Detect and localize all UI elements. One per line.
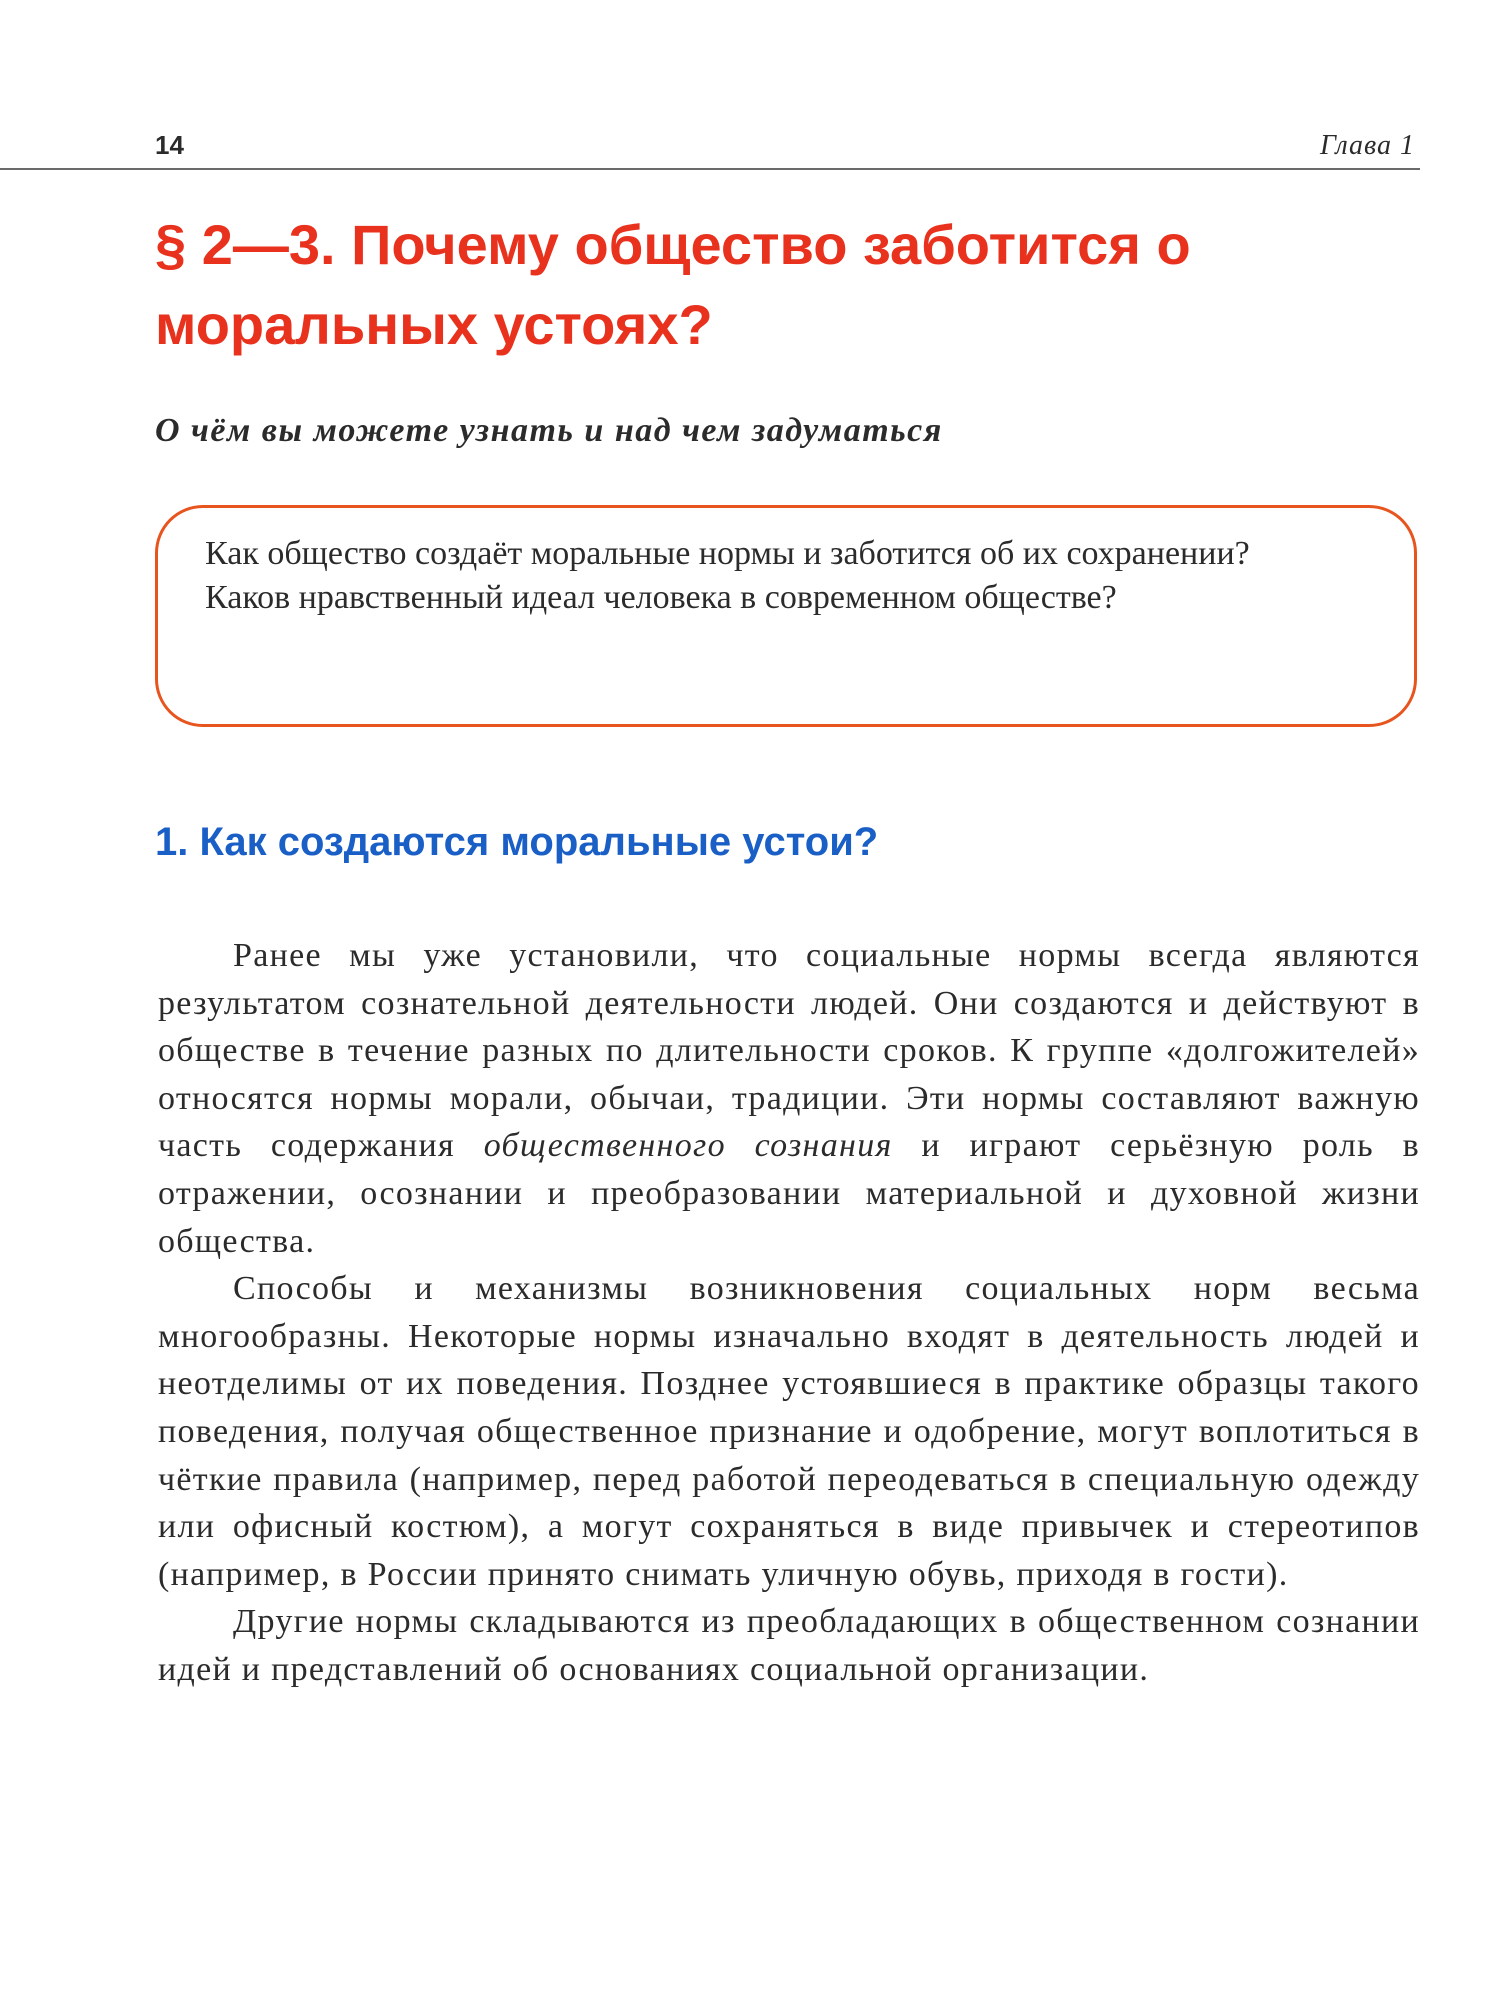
- question-item: Каков нравственный идеал человека в современном обществе?: [205, 579, 1117, 616]
- body-paragraph: [158, 932, 1420, 1265]
- emphasized-term: общественного сознания: [483, 1127, 893, 1165]
- paragraph-title: § 2—3. Почему общество заботится о моральных устоях?: [155, 213, 1191, 356]
- body-text-run: Ранее мы уже установили, что социальные нормы всегда являются результатом сознательной деятельности людей. Они создаются и действуют в обществе в течение разных по длительности сроков. К группе «долгожителей» относятся нормы морали, обычаи, традиции. Эти нормы составляют важную часть содержания: [158, 937, 1420, 1165]
- body-paragraph: Другие нормы складываются из преобладающих в общественном сознании идей и представлений об основаниях социальной организации.: [158, 1603, 1420, 1688]
- section-heading: 1. Как создаются моральные устои?: [155, 820, 879, 864]
- running-head: [155, 130, 1415, 170]
- section-body: [158, 932, 1420, 1694]
- questions-box: [155, 505, 1417, 727]
- questions-text: [205, 532, 1373, 620]
- intro-heading: О чём вы можете узнать и над чем задуматься: [155, 412, 943, 449]
- body-paragraph: Способы и механизмы возникновения социальных норм весьма многообразны. Некоторые нормы изначально входят в деятельность людей и неотделимы от их поведения. Позднее устоявшиеся в практике образцы такого поведения, получая общественное признание и одобрение, могут воплотиться в чёткие правила (например, перед работой переодеваться в специальную одежду или офисный костюм), а могут сохраняться в виде привычек и стереотипов (например, в России принято снимать уличную обувь, приходя в гости).: [158, 1270, 1420, 1593]
- question-item: Как общество создаёт моральные нормы и заботится об их сохранении?: [205, 535, 1250, 572]
- chapter-label: Глава 1: [1320, 130, 1415, 161]
- header-rule: [0, 168, 1420, 170]
- body-text-run: и играют серьёзную роль в отражении, осознании и преобразовании материальной и духовной жизни общества.: [158, 1127, 1421, 1260]
- page-number: 14: [155, 130, 184, 160]
